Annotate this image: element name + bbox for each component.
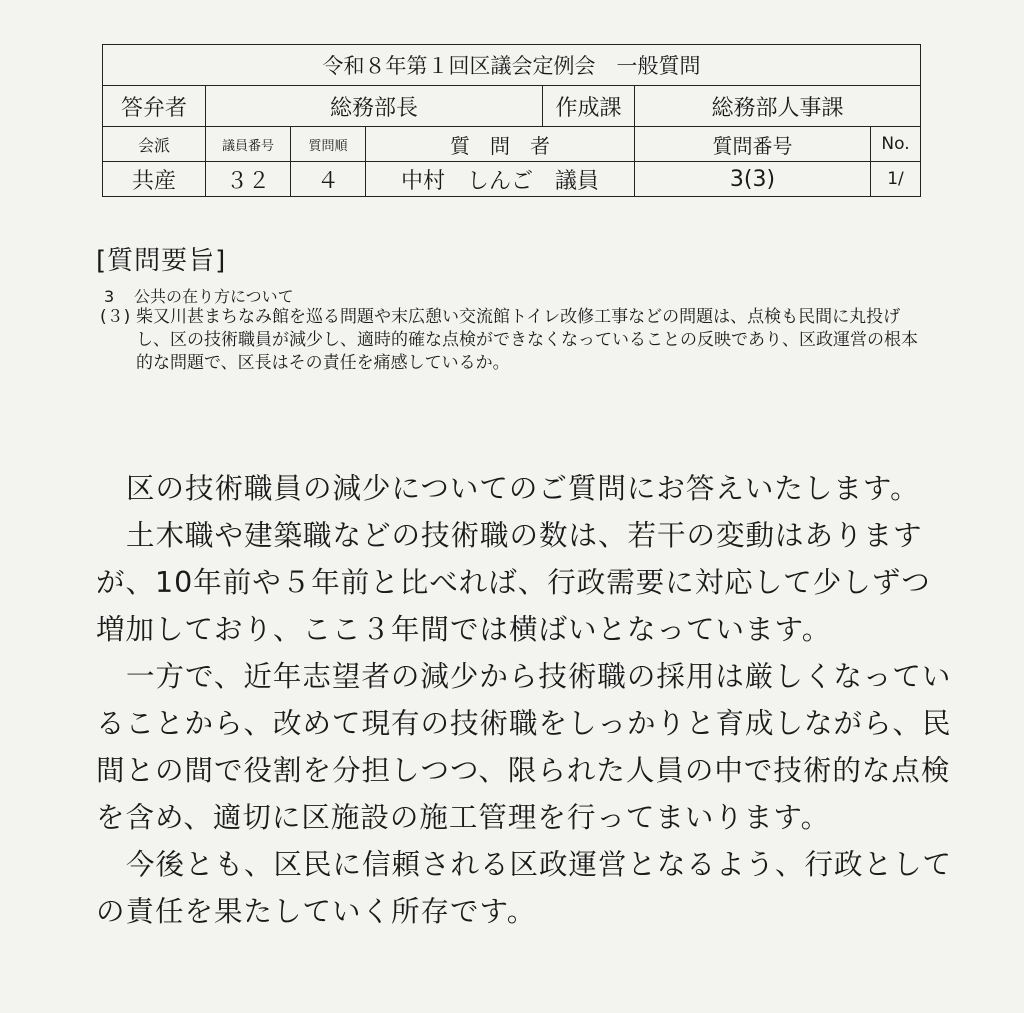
- question-item: [104, 284, 294, 307]
- dept-label: 作成課: [543, 86, 635, 127]
- meeting-title: 令和８年第１回区議会定例会 一般質問: [103, 45, 921, 86]
- answer-paragraph-3: 一方で、近年志望者の減少から技術職の採用は厳しくなっていることから、改めて現有の技術職をしっかりと育成しながら、民間との間で役割を分担しつつ、限られた人員の中で技術的な点検を含め、適切に区施設の施工管理を行ってまいります。: [96, 660, 952, 834]
- responder: 総務部長: [206, 86, 543, 127]
- member-no: ３２: [206, 162, 291, 197]
- sub-item-mark: (３): [100, 307, 131, 327]
- question-sub-item: [100, 306, 930, 375]
- page-no: 1/: [871, 162, 921, 197]
- no-label: No.: [871, 127, 921, 162]
- member-no-label: 議員番号: [206, 127, 291, 162]
- answer-paragraph-1: 区の技術職員の減少についてのご質問にお答えいたします。: [126, 472, 920, 505]
- sub-item-text: 柴又川甚まちなみ館を巡る問題や末広憩い交流館トイレ改修工事などの問題は、点検も民間に丸投げし、区の技術職員が減少し、適時的確な点検ができなくなっていることの反映であり、区政運営の根本的な問題で、区長はその責任を痛感しているか。: [136, 307, 918, 373]
- question-heading: [質問要旨]: [96, 246, 227, 276]
- responder-label: 答弁者: [103, 86, 206, 127]
- order: ４: [291, 162, 366, 197]
- item-title: 公共の在り方について: [134, 287, 294, 306]
- answer-body: [96, 465, 956, 935]
- answer-paragraph-2: 土木職や建築職などの技術職の数は、若干の変動はありますが、10年前や５年前と比べれば、行政需要に対応して少しずつ増加しており、ここ３年間では横ばいとなっています。: [96, 519, 931, 646]
- questioner: 中村 しんご 議員: [366, 162, 635, 197]
- dept: 総務部人事課: [635, 86, 921, 127]
- item-number: 3: [104, 287, 115, 306]
- question-no-label: 質問番号: [635, 127, 871, 162]
- questioner-label: 質 問 者: [366, 127, 635, 162]
- faction-label: 会派: [103, 127, 206, 162]
- header-table: [102, 44, 921, 197]
- question-no: 3(3): [635, 162, 871, 197]
- answer-paragraph-4: 今後とも、区民に信頼される区政運営となるよう、行政としての責任を果たしていく所存です。: [96, 848, 953, 928]
- faction: 共産: [103, 162, 206, 197]
- order-label: 質問順: [291, 127, 366, 162]
